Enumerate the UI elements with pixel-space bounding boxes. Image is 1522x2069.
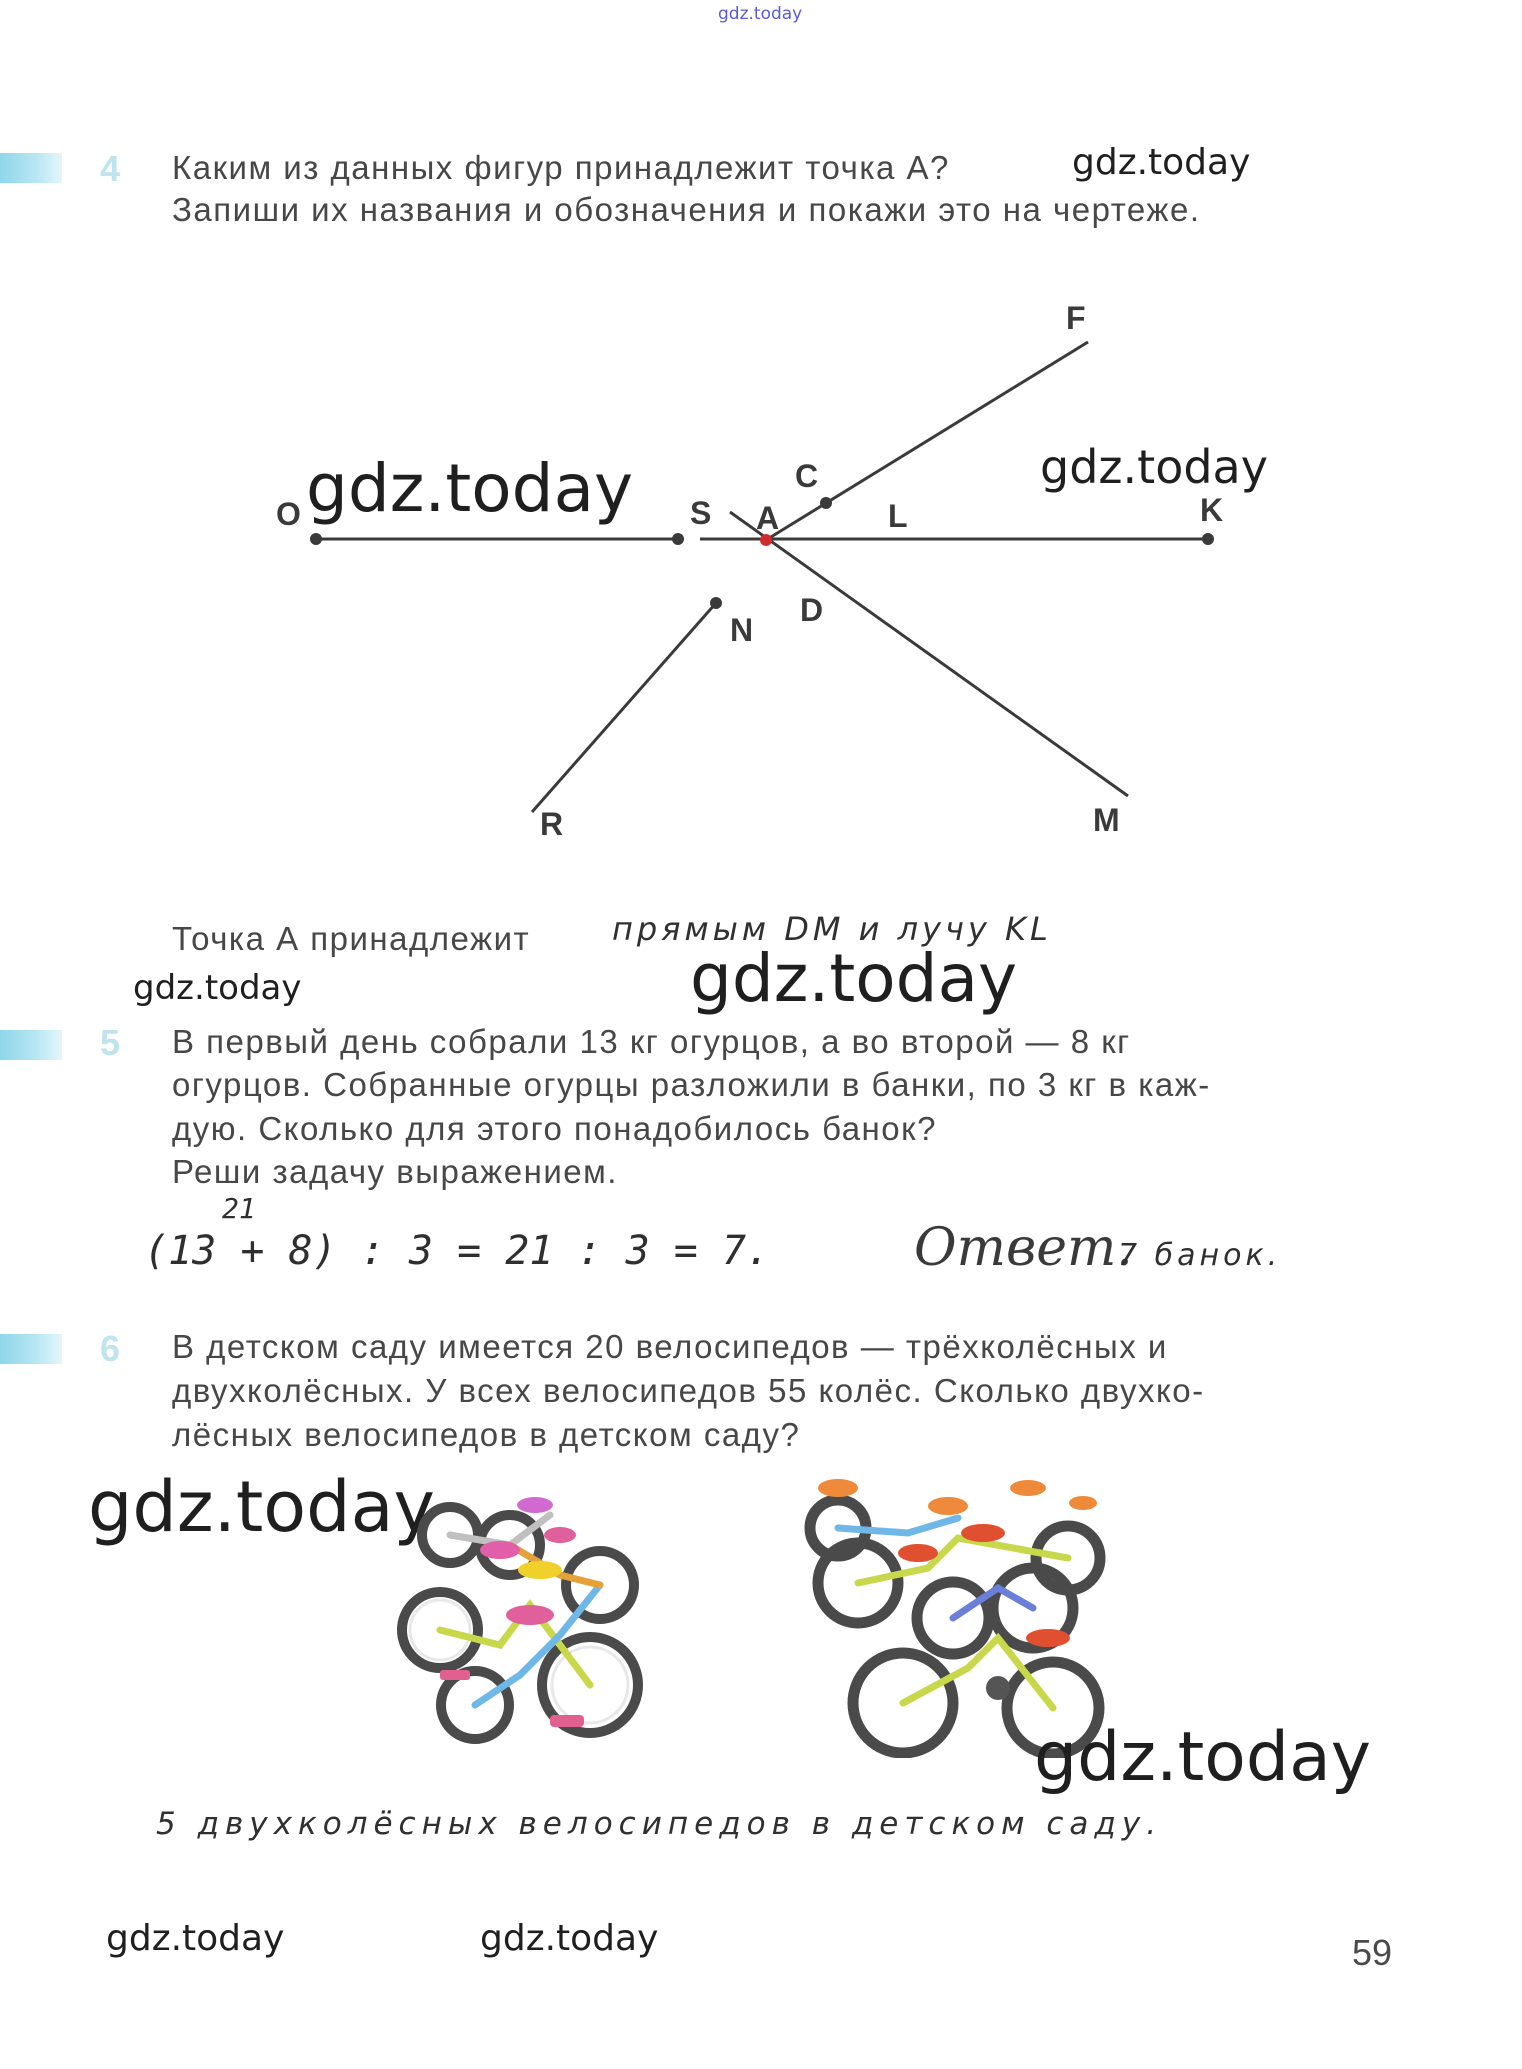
task5-answer-value: 7 банок. [1118, 1238, 1282, 1273]
task6-line3: лёсных велосипедов в детском саду? [172, 1416, 801, 1453]
segment-nr [532, 603, 716, 812]
point-o-dot [310, 533, 322, 545]
watermark: gdz.today [133, 968, 302, 1008]
task5-hand-expression: (13 + 8) : 3 = 21 : 3 = 7. [144, 1228, 771, 1274]
label-s: S [690, 495, 712, 531]
label-r: R [540, 806, 564, 842]
watermark: gdz.today [690, 940, 1018, 1017]
task-marker-6 [0, 1334, 62, 1364]
task6-line2: двухколёсных. У всех велосипедов 55 колёс. Сколько двухко- [172, 1372, 1205, 1409]
watermark: gdz.today [480, 1918, 659, 1959]
task-number-4: 4 [100, 148, 121, 189]
tricycles-illustration [390, 1475, 675, 1755]
geometry-drawing [0, 0, 1522, 900]
point-c-dot [820, 497, 832, 509]
task4-line2: Запиши их названия и обозначения и покажи это на чертеже. [172, 191, 1201, 228]
point-n-dot [710, 597, 722, 609]
bicycles-illustration [798, 1478, 1118, 1758]
watermark-top: gdz.today [718, 4, 803, 24]
label-a: A [756, 500, 780, 536]
task6-answer-handwritten: 5 двухколёсных велосипедов в детском саду. [156, 1806, 1163, 1842]
task4-answer-prefix: Точка А принадлежит [172, 920, 531, 957]
watermark: gdz.today [1040, 440, 1268, 494]
task-number-6: 6 [100, 1328, 121, 1369]
label-c: C [795, 458, 819, 494]
task5-line3: дую. Сколько для этого понадобилось банок? [172, 1110, 937, 1147]
point-s-dot [672, 533, 684, 545]
line-dm [730, 512, 1128, 796]
task5-line2: огурцов. Собранные огурцы разложили в банки, по 3 кг в каж- [172, 1066, 1211, 1103]
watermark: gdz.today [106, 1918, 285, 1959]
label-l: L [888, 498, 908, 534]
watermark: gdz.today [1034, 1718, 1371, 1797]
task-number-5: 5 [100, 1022, 121, 1063]
task-marker-5 [0, 1030, 62, 1060]
task5-line1: В первый день собрали 13 кг огурцов, а во второй — 8 кг [172, 1023, 1131, 1060]
task6-line1: В детском саду имеется 20 велосипедов — трёхколёсных и [172, 1328, 1168, 1365]
task4-line1: Каким из данных фигур принадлежит точка А? [172, 149, 950, 186]
task5-hand-note: 21 [222, 1192, 256, 1225]
watermark: gdz.today [1072, 142, 1251, 183]
task5-line4: Реши задачу выражением. [172, 1153, 618, 1190]
point-k-dot [1202, 533, 1214, 545]
label-d: D [800, 592, 824, 628]
task5-answer-label: Ответ. [914, 1218, 1133, 1278]
label-f: F [1066, 300, 1086, 336]
page-number: 59 [1352, 1932, 1393, 1973]
task4-answer-handwritten: прямым DM и лучу KL [612, 910, 1052, 948]
label-o: O [276, 496, 301, 532]
label-k: K [1200, 492, 1224, 528]
watermark: gdz.today [88, 1466, 435, 1548]
label-m: M [1093, 802, 1120, 838]
watermark: gdz.today [306, 450, 634, 527]
label-n: N [730, 612, 754, 648]
